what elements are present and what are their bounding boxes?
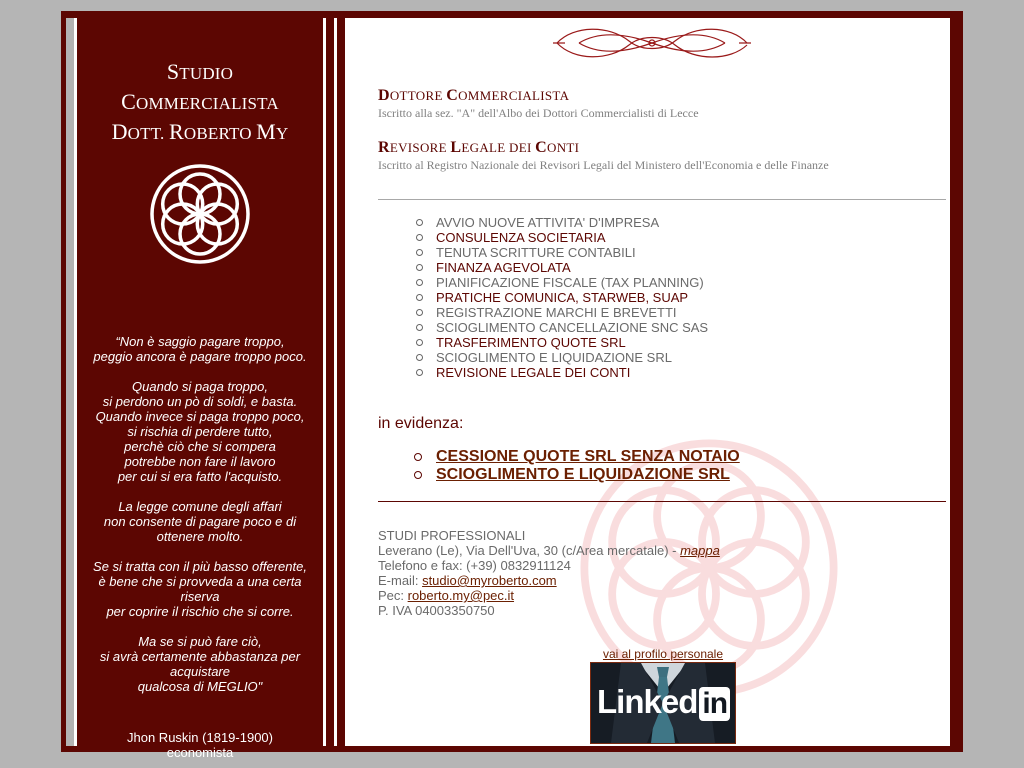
service-link[interactable]: FINANZA AGEVOLATA — [412, 260, 708, 275]
cessione-quote-link[interactable]: CESSIONE QUOTE SRL SENZA NOTAIO — [436, 448, 740, 465]
role-revisore-subtitle: Iscritto al Registro Nazionale dei Revisori Legali del Ministero dell'Economia e delle Finanze — [378, 158, 829, 172]
title-rest: Y — [275, 124, 289, 143]
service-item: SCIOGLIMENTO CANCELLAZIONE SNC SAS — [412, 320, 708, 335]
flourish-ornament-icon — [549, 23, 755, 63]
quote-line: non consente di pagare poco e di ottenere molto. — [103, 514, 297, 544]
contacts-block — [378, 528, 720, 618]
role-dottore-subtitle: Iscritto alla sez. "A" dell'Albo dei Dottori Commercialisti di Lecce — [378, 106, 699, 120]
contacts-heading: STUDI PROFESSIONALI — [378, 528, 526, 543]
quote-line: per cui si era fatto l'acquisto. — [117, 469, 283, 484]
divider-bar — [337, 18, 345, 746]
role-dottore-title — [378, 87, 699, 105]
quote-line: potrebbe non fare il lavoro — [124, 454, 276, 469]
page-inner — [66, 18, 958, 760]
service-link[interactable]: PRATICHE COMUNICA, STARWEB, SUAP — [412, 290, 708, 305]
quote-line: qualcosa di MEGLIO" — [137, 679, 263, 694]
highlight-item — [414, 466, 740, 484]
right-bar — [950, 18, 958, 746]
quote-line: “Non è saggio pagare troppo, — [115, 334, 285, 349]
rosette-logo-icon — [148, 162, 252, 266]
pec-link[interactable]: roberto.my@pec.it — [407, 588, 515, 603]
author-name: Jhon Ruskin (1819-1900) — [127, 730, 273, 745]
contacts-pec — [378, 588, 720, 603]
quote-line: si rischia di perdere tutto, — [127, 424, 273, 439]
role-dottore — [378, 87, 699, 121]
service-link[interactable]: TRASFERIMENTO QUOTE SRL — [412, 335, 708, 350]
quote-line: è bene che si provveda a una certa riserva — [98, 574, 302, 604]
service-link[interactable]: REVISIONE LEGALE DEI CONTI — [412, 365, 708, 380]
service-item: PIANIFICAZIONE FISCALE (TAX PLANNING) — [412, 275, 708, 290]
address-text: Leverano (Le), Via Dell'Uva, 30 (c/Area mercatale) - — [378, 543, 681, 558]
contacts-address — [378, 543, 720, 558]
role-rest: OTTORE — [389, 88, 447, 103]
linkedin-banner[interactable] — [590, 662, 736, 744]
left-grey-strip — [66, 18, 74, 746]
role-revisore-title — [378, 139, 829, 157]
contacts-piva: P. IVA 04003350750 — [378, 603, 495, 618]
divider-bar — [326, 18, 334, 746]
quote-line: per coprire il rischio che si corre. — [106, 604, 294, 619]
quote-line: Ma se si può fare ciò, — [138, 634, 262, 649]
quote-line: si avrà certamente abbastanza per acquistare — [99, 649, 301, 679]
highlight-item — [414, 448, 740, 466]
email-link[interactable]: studio@myroberto.com — [422, 573, 557, 588]
role-rest: OMMERCIALISTA — [458, 88, 570, 103]
title-cap: C — [121, 89, 136, 114]
email-label: E-mail: — [378, 573, 423, 588]
service-item: TENUTA SCRITTURE CONTABILI — [412, 245, 708, 260]
quote-line: si perdono un pò di soldi, e basta. — [102, 394, 298, 409]
author-role: economista — [166, 745, 234, 760]
contacts-email — [378, 573, 720, 588]
scioglimento-srl-link[interactable]: SCIOGLIMENTO E LIQUIDAZIONE SRL — [436, 466, 730, 483]
quote-line: perchè ciò che si compera — [124, 439, 276, 454]
title-rest: TUDIO — [179, 64, 234, 83]
role-revisore — [378, 139, 829, 173]
service-item: REGISTRAZIONE MARCHI E BREVETTI — [412, 305, 708, 320]
pec-label: Pec: — [378, 588, 408, 603]
title-cap: M — [256, 119, 276, 144]
quote-line: peggio ancora è pagare troppo poco. — [93, 349, 307, 364]
title-rest: OMMERCIALISTA — [135, 94, 279, 113]
title-rest: OBERTO — [183, 124, 257, 143]
title-cap: R — [168, 119, 184, 144]
role-cap: R — [378, 139, 390, 156]
linkedin-logo-word: Linked — [597, 683, 698, 720]
title-rest: OTT. — [127, 124, 169, 143]
title-cap: D — [111, 119, 128, 144]
divider-line — [378, 199, 946, 200]
quote-line: Se si tratta con il più basso offerente, — [93, 559, 307, 574]
map-link[interactable]: mappa — [680, 543, 720, 558]
role-rest: ONTI — [547, 140, 580, 155]
service-item: SCIOGLIMENTO E LIQUIDAZIONE SRL — [412, 350, 708, 365]
linkedin-in-icon: in — [699, 687, 730, 721]
sidebar — [77, 18, 323, 760]
service-link[interactable]: CONSULENZA SOCIETARIA — [412, 230, 708, 245]
role-rest: EVISORE — [389, 140, 451, 155]
role-cap: C — [535, 139, 548, 156]
role-cap: L — [450, 139, 462, 156]
linkedin-section — [589, 647, 737, 744]
role-rest: EGALE DEI — [461, 140, 536, 155]
quote-line: La legge comune degli affari — [118, 499, 282, 514]
divider-line — [378, 501, 946, 502]
quote-line: Quando invece si paga troppo poco, — [95, 409, 305, 424]
quote-author — [77, 730, 323, 760]
page-frame — [61, 11, 963, 760]
main-content — [354, 18, 946, 746]
linkedin-logo — [597, 683, 730, 721]
role-cap: C — [446, 87, 459, 104]
title-cap: S — [166, 59, 180, 84]
ruskin-quote — [77, 334, 323, 694]
services-list — [412, 215, 708, 380]
highlights-list — [414, 448, 740, 484]
contacts-phone: Telefono e fax: (+39) 0832911124 — [378, 558, 571, 573]
studio-title — [77, 58, 323, 148]
quote-line: Quando si paga troppo, — [132, 379, 268, 394]
role-cap: D — [378, 87, 390, 104]
evidenza-heading: in evidenza: — [378, 415, 464, 432]
linkedin-profile-link[interactable]: vai al profilo personale — [602, 647, 724, 661]
service-item: AVVIO NUOVE ATTIVITA' D'IMPRESA — [412, 215, 708, 230]
